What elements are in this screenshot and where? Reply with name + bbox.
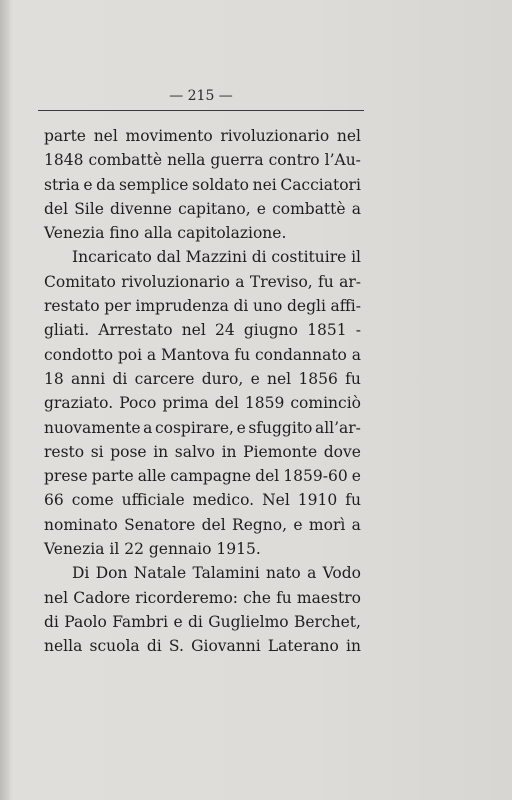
text-line: parte nel movimento rivoluzionario nel (44, 127, 361, 145)
header-rule (38, 110, 364, 111)
text-line: Comitato rivoluzionario a Treviso, fu ar- (44, 272, 361, 291)
text-line: nel Cadore ricorderemo: che fu maestro (44, 588, 361, 607)
text-line: del Sile divenne capitano, e combattè a (44, 199, 361, 218)
text-line: 18 anni di carcere duro, e nel 1856 fu (44, 369, 361, 388)
text-line: nuovamente a cospirare, e sfuggito all’ar- (44, 418, 361, 437)
text-line: Venezia il 22 gennaio 1915. (44, 540, 261, 559)
text-line: di Paolo Fambri e di Guglielmo Berchet, (44, 612, 361, 631)
text-line: Di Don Natale Talamini nato a Vodo (72, 564, 361, 583)
text-line: 66 come ufficiale medico. Nel 1910 fu (44, 491, 361, 510)
body-text (44, 124, 361, 659)
text-line: graziato. Poco prima del 1859 cominciò (44, 394, 361, 413)
text-line: gliati. Arrestato nel 24 giugno 1851 - (44, 321, 361, 340)
text-line: resto si pose in salvo in Piemonte dove (44, 442, 361, 461)
text-line: Incaricato dal Mazzini di costituire il (72, 248, 361, 267)
text-line: Venezia fino alla capitolazione. (44, 224, 287, 243)
text-line: nella scuola di S. Giovanni Laterano in (44, 637, 361, 656)
text-line: stria e da semplice soldato nei Cacciatori (44, 175, 361, 194)
page-number: — 215 — (169, 88, 233, 104)
text-line: restato per imprudenza di uno degli affi- (44, 297, 361, 316)
page-gutter (0, 0, 10, 800)
text-line: 1848 combattè nella guerra contro l’Au- (44, 151, 361, 170)
text-line: prese parte alle campagne del 1859-60 e (44, 467, 361, 486)
text-line: condotto poi a Mantova fu condannato a (44, 345, 361, 364)
text-line: nominato Senatore del Regno, e morì a (44, 515, 361, 534)
